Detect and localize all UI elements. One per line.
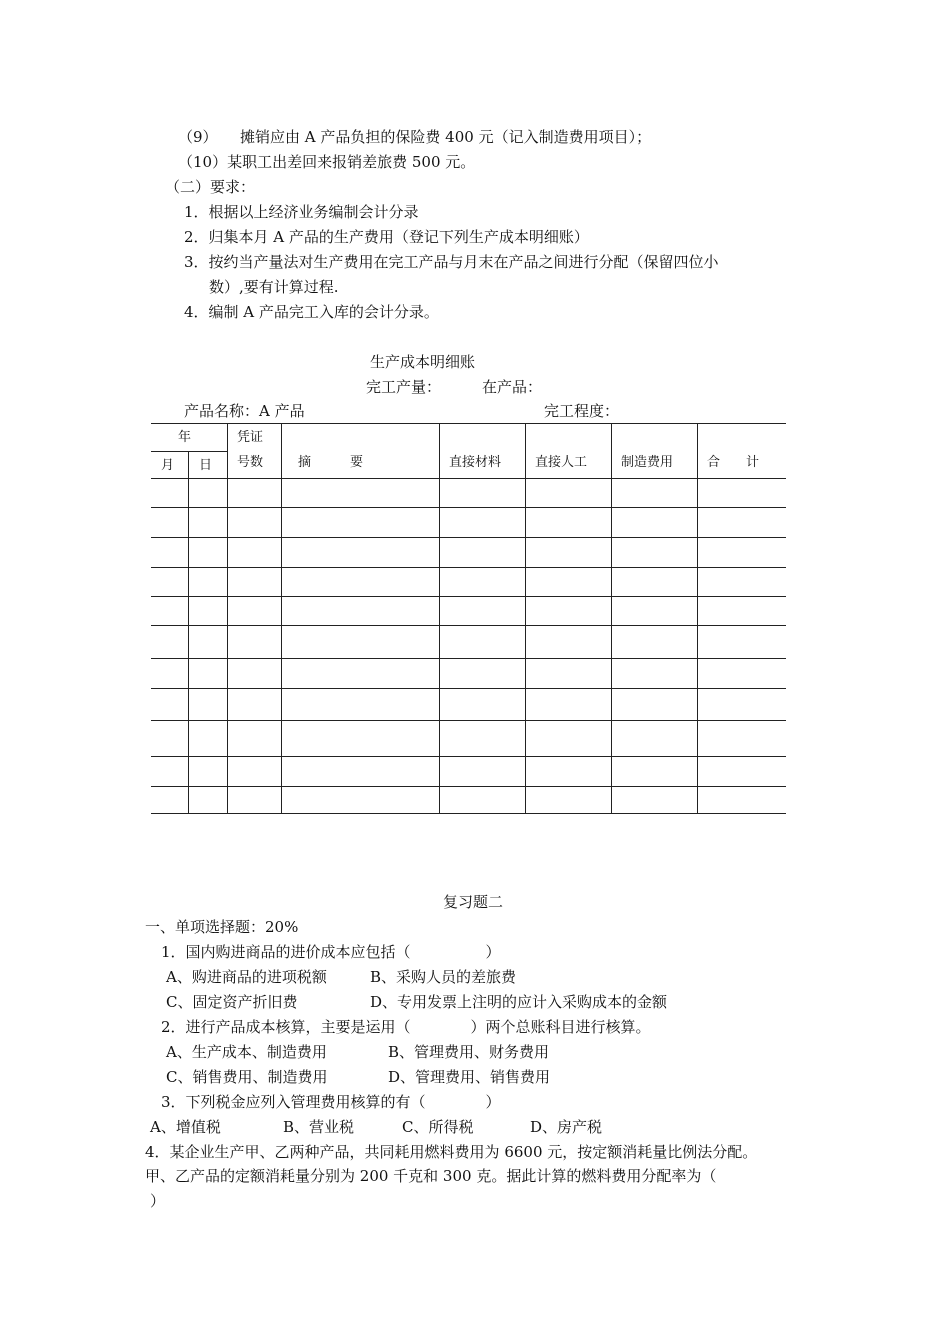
wip-label: 在产品： [482,378,543,396]
header-direct-labor: 直接人工 [535,455,588,470]
section-1-heading: 一、单项选择题：20% [145,918,299,936]
header-voucher-1: 凭证 [237,430,264,445]
q2-option-b: B、管理费用、财务费用 [388,1043,550,1061]
q3-option-c: C、所得税 [402,1118,474,1136]
question-4-line-3: ） [150,1192,166,1210]
q2-option-d: D、管理费用、销售费用 [388,1068,551,1086]
q3-option-d: D、房产税 [530,1118,603,1136]
q1-option-d: D、专用发票上注明的应计入采购成本的金额 [370,993,668,1011]
requirement-2: 2．归集本月 A 产品的生产费用（登记下列生产成本明细账） [184,228,589,246]
requirement-4: 4．编制 A 产品完工入库的会计分录。 [184,303,439,321]
header-month: 月 [161,458,175,473]
q1-option-b: B、采购人员的差旅费 [370,968,517,986]
requirement-1: 1．根据以上经济业务编制会计分录 [184,203,419,221]
question-2: 2．进行产品成本核算，主要是运用（ ）两个总账科目进行核算。 [161,1018,651,1036]
requirements-heading: （二）要求： [165,178,256,196]
item-9: （9） 摊销应由 A 产品负担的保险费 400 元（记入制造费用项目）； [178,128,652,146]
header-summary: 摘 要 [298,455,364,470]
header-direct-material: 直接材料 [449,455,502,470]
q3-option-a: A、增值税 [150,1118,221,1136]
q3-option-b: B、营业税 [283,1118,355,1136]
product-name-label: 产品名称：A 产品 [184,402,305,420]
q1-option-a: A、购进商品的进项税额 [166,968,327,986]
review-title: 复习题二 [443,893,504,911]
question-4-line-2: 甲、乙产品的定额消耗量分别为 200 千克和 300 克。据此计算的燃料费用分配率为（ [145,1167,717,1185]
requirement-3-line-2: 数）,要有计算过程. [209,278,339,296]
question-1: 1．国内购进商品的进价成本应包括（ ） [161,943,501,961]
header-total: 合 计 [707,455,760,470]
q2-option-c: C、销售费用、制造费用 [166,1068,328,1086]
completion-degree-label: 完工程度： [544,402,620,420]
header-day: 日 [199,458,213,473]
ledger-table [151,423,786,814]
item-10: （10）某职工出差回来报销差旅费 500 元。 [178,153,476,171]
requirement-3-line-1: 3．按约当产量法对生产费用在完工产品与月末在产品之间进行分配（保留四位小 [184,253,719,271]
question-3: 3．下列税金应列入管理费用核算的有（ ） [161,1093,501,1111]
question-4-line-1: 4．某企业生产甲、乙两种产品，共同耗用燃料费用为 6600 元，按定额消耗量比例法分配。 [145,1143,758,1161]
ledger-title: 生产成本明细账 [370,353,476,371]
q1-option-c: C、固定资产折旧费 [166,993,298,1011]
header-year: 年 [178,430,192,445]
header-overhead: 制造费用 [621,455,674,470]
completed-quantity-label: 完工产量： [366,378,442,396]
q2-option-a: A、生产成本、制造费用 [166,1043,327,1061]
header-voucher-2: 号数 [237,455,264,470]
